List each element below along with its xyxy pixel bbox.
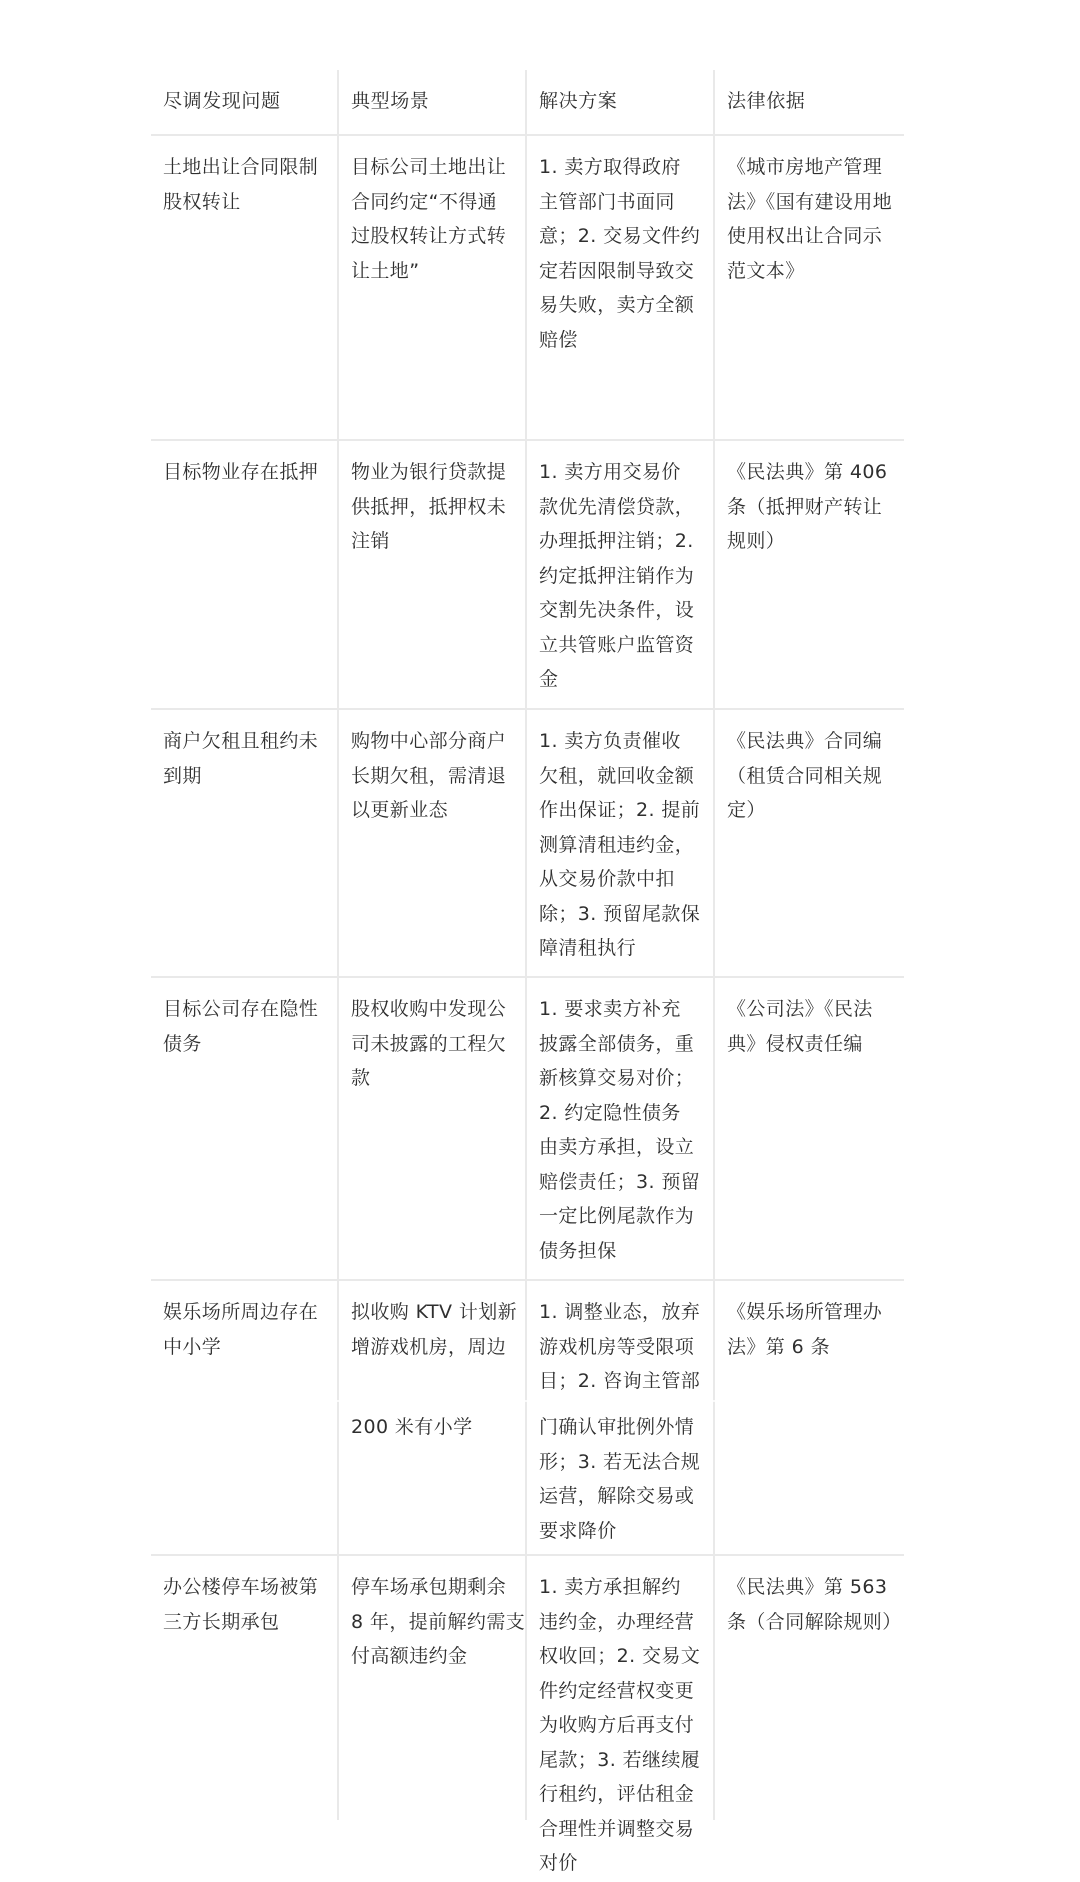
issue-cell	[151, 710, 337, 976]
cell-text: 易失败，卖方全额	[539, 294, 695, 316]
cell-text: 测算清租违约金，	[539, 833, 695, 856]
solution-cell	[527, 136, 713, 439]
cell-text: 行租约，评估租金	[539, 1783, 695, 1805]
cell-text: 合理性并调整交易	[539, 1817, 695, 1840]
scenario-cell	[339, 1556, 525, 1820]
cell-text: 供抵押，抵押权未	[351, 495, 507, 518]
cell-text: 《民法典》第 406	[727, 461, 888, 483]
cell-text: 使用权出让合同示	[727, 225, 883, 247]
cell-text: 披露全部债务，重	[539, 1032, 695, 1055]
cell-text: 娱乐场所周边存在	[163, 1301, 319, 1323]
cell-text: 款	[351, 1067, 371, 1089]
cell-text: 范文本》	[727, 259, 805, 282]
basis-cell	[715, 1556, 904, 1820]
cell-text: 法》《国有建设用地	[727, 190, 893, 213]
cell-text: 违约金，办理经营	[539, 1610, 695, 1633]
cell-text: 典》侵权责任编	[727, 1032, 863, 1055]
cell-text: 《公司法》《民法	[727, 998, 873, 1020]
cell-text: 一定比例尾款作为	[539, 1205, 695, 1227]
cell-text: 主管部门书面同	[539, 190, 675, 213]
cell-text: 件约定经营权变更	[539, 1679, 695, 1702]
cell-text: 8 年，提前解约需支	[351, 1610, 526, 1633]
scenario-cell	[339, 710, 525, 976]
cell-text: 到期	[163, 764, 202, 787]
header-label: 解决方案	[539, 90, 618, 112]
cell-text: 办理抵押注销；2.	[539, 530, 694, 552]
scenario-cell	[339, 441, 525, 708]
header-cell-scenario	[339, 70, 525, 134]
header-cell-solution	[527, 70, 713, 134]
cell-text: 要求降价	[539, 1519, 617, 1542]
header-cell-basis	[715, 70, 904, 134]
cell-text: 《民法典》合同编	[727, 730, 883, 752]
header-label: 尽调发现问题	[163, 90, 281, 112]
cell-text: 股权收购中发现公	[351, 998, 507, 1020]
cell-text: 赔偿责任；3. 预留	[539, 1170, 701, 1193]
basis-cell	[715, 441, 904, 708]
cell-text: 长期欠租，需清退	[351, 764, 507, 787]
cell-text: 从交易价款中扣	[539, 868, 675, 890]
cell-text: 约定抵押注销作为	[539, 564, 695, 587]
cell-text: 定若因限制导致交	[539, 259, 695, 282]
issue-cell	[151, 1556, 337, 1820]
cell-text: 款优先清偿贷款，	[539, 495, 695, 518]
solution-cell	[527, 710, 713, 976]
cell-text: 条（抵押财产转让	[727, 495, 883, 518]
cell-text: 由卖方承担，设立	[539, 1136, 695, 1158]
basis-cell	[715, 136, 904, 439]
cell-text: 债务	[163, 1032, 202, 1055]
scenario-cell	[339, 1281, 525, 1400]
cell-text: 法》第 6 条	[727, 1335, 830, 1358]
cell-text: 游戏机房等受限项	[539, 1335, 695, 1358]
solution-cell	[527, 1281, 713, 1400]
solution-cell	[527, 1556, 713, 1874]
basis-cell	[715, 1281, 904, 1400]
cell-text: 尾款；3. 若继续履	[539, 1748, 701, 1771]
cell-text: 1. 卖方承担解约	[539, 1576, 681, 1598]
cell-text: 目标物业存在抵押	[163, 461, 319, 483]
cell-text: 债务担保	[539, 1239, 617, 1262]
header-label: 法律依据	[727, 90, 806, 112]
cell-text: 1. 卖方取得政府	[539, 156, 681, 178]
cell-text: 对价	[539, 1852, 578, 1874]
cell-text: 2. 约定隐性债务	[539, 1101, 681, 1124]
cell-text: 以更新业态	[351, 799, 449, 821]
cell-text: 增游戏机房，周边	[351, 1335, 507, 1358]
cell-text: 《民法典》第 563	[727, 1576, 888, 1598]
cell-text: 意；2. 交易文件约	[539, 225, 701, 247]
cell-text: 办公楼停车场被第	[163, 1576, 319, 1598]
cell-text: 立共管账户监管资	[539, 633, 695, 656]
cell-text: 三方长期承包	[163, 1610, 280, 1633]
cell-text: 股权转让	[163, 190, 241, 213]
issue-cell	[151, 136, 337, 439]
cell-text: 付高额违约金	[351, 1645, 468, 1667]
scenario-cell	[339, 136, 525, 439]
cell-text: 交割先决条件，设	[539, 599, 695, 621]
cell-text: 1. 要求卖方补充	[539, 998, 681, 1020]
cell-text: 除；3. 预留尾款保	[539, 902, 701, 925]
cell-text: 目标公司土地出让	[351, 156, 507, 178]
cell-text: 目；2. 咨询主管部	[539, 1370, 701, 1392]
cell-text: 土地出让合同限制	[163, 156, 319, 178]
issue-cell	[151, 978, 337, 1279]
cell-text: 停车场承包期剩余	[351, 1576, 507, 1598]
cell-text: 金	[539, 668, 559, 690]
cell-text: 目标公司存在隐性	[163, 998, 319, 1020]
legal-issues-table	[151, 70, 904, 1874]
cell-text: 规则）	[727, 530, 786, 552]
cell-text: 运营，解除交易或	[539, 1485, 695, 1507]
cell-text: （租赁合同相关规	[727, 764, 883, 787]
cell-text: 拟收购 KTV 计划新	[351, 1301, 518, 1323]
cell-text: 司未披露的工程欠	[351, 1032, 507, 1055]
basis-cell	[715, 978, 904, 1279]
cell-text: 《娱乐场所管理办	[727, 1301, 883, 1323]
cell-text: 赔偿	[539, 328, 578, 351]
basis-cell	[715, 1400, 904, 1554]
cell-text: 注销	[351, 530, 390, 552]
issue-cell	[151, 441, 337, 708]
cell-text: 作出保证；2. 提前	[539, 799, 701, 821]
solution-cell	[527, 978, 713, 1279]
cell-text: 1. 调整业态，放弃	[539, 1301, 701, 1323]
basis-cell	[715, 710, 904, 976]
cell-text: 欠租，就回收金额	[539, 764, 695, 787]
solution-cell	[527, 1400, 713, 1554]
cell-text: 条（合同解除规则）	[727, 1610, 902, 1633]
cell-text: 200 米有小学	[351, 1416, 473, 1438]
cell-text: 门确认审批例外情	[539, 1416, 695, 1438]
cell-text: 1. 卖方负责催收	[539, 730, 681, 752]
cell-text: 商户欠租且租约未	[163, 730, 319, 752]
cell-text: 物业为银行贷款提	[351, 461, 507, 483]
issue-cell	[151, 1400, 337, 1554]
cell-text: 形；3. 若无法合规	[539, 1450, 701, 1473]
cell-text: 1. 卖方用交易价	[539, 461, 681, 483]
scenario-cell	[339, 1400, 525, 1554]
cell-text: 《城市房地产管理	[727, 156, 883, 178]
solution-cell	[527, 441, 713, 708]
header-cell-issue	[151, 70, 337, 134]
cell-text: 购物中心部分商户	[351, 730, 507, 752]
issue-cell	[151, 1281, 337, 1400]
cell-text: 权收回；2. 交易文	[539, 1645, 701, 1667]
cell-text: 为收购方后再支付	[539, 1714, 695, 1736]
cell-text: 定）	[727, 799, 766, 821]
cell-text: 过股权转让方式转	[351, 225, 507, 247]
scenario-cell	[339, 978, 525, 1279]
header-label: 典型场景	[351, 90, 430, 112]
cell-text: 新核算交易对价；	[539, 1067, 695, 1089]
cell-text: 中小学	[163, 1335, 222, 1358]
cell-text: 障清租执行	[539, 937, 637, 959]
cell-text: 让土地”	[351, 259, 420, 282]
cell-text: 合同约定“不得通	[351, 190, 498, 213]
